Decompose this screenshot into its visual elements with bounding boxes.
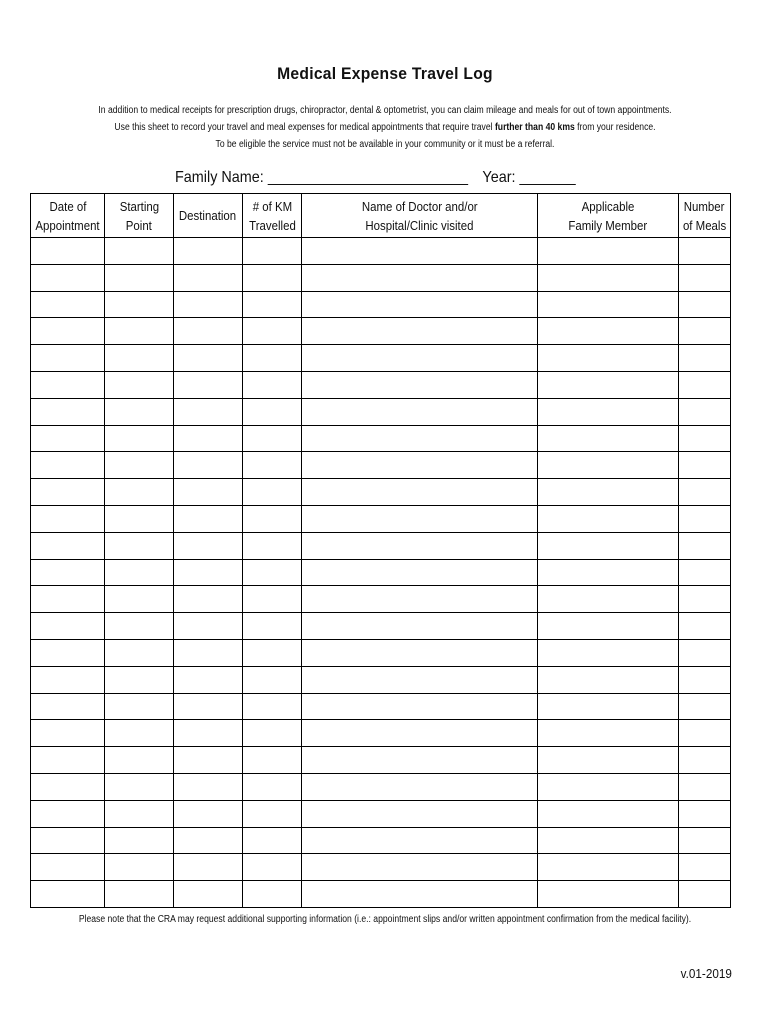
cell-destination[interactable] — [174, 238, 243, 265]
column-header-date-of-appointment — [31, 194, 105, 238]
cell-doctor-hospital-name[interactable] — [302, 479, 538, 506]
cell-family-member[interactable] — [538, 505, 679, 532]
cell-date-of-appointment[interactable] — [31, 371, 105, 398]
cell-km-travelled[interactable] — [243, 398, 302, 425]
travel-log-table — [30, 193, 731, 908]
table-row — [31, 639, 731, 666]
cell-destination[interactable] — [174, 425, 243, 452]
cell-number-of-meals[interactable] — [679, 318, 731, 345]
cell-destination[interactable] — [174, 318, 243, 345]
year-field: Year: _______ — [482, 169, 576, 186]
cell-family-member[interactable] — [538, 586, 679, 613]
cell-km-travelled[interactable] — [243, 532, 302, 559]
table-row — [31, 747, 731, 774]
table-row — [31, 720, 731, 747]
cell-destination[interactable] — [174, 371, 243, 398]
table-header-row — [31, 194, 731, 238]
cell-destination[interactable] — [174, 398, 243, 425]
cell-doctor-hospital-name[interactable] — [302, 425, 538, 452]
cell-number-of-meals[interactable] — [679, 881, 731, 908]
table-row — [31, 345, 731, 372]
cell-number-of-meals[interactable] — [679, 693, 731, 720]
cell-km-travelled[interactable] — [243, 586, 302, 613]
cell-starting-point[interactable] — [105, 425, 174, 452]
cell-doctor-hospital-name[interactable] — [302, 800, 538, 827]
cell-destination[interactable] — [174, 827, 243, 854]
cell-doctor-hospital-name[interactable] — [302, 371, 538, 398]
cell-date-of-appointment[interactable] — [31, 666, 105, 693]
cell-destination[interactable] — [174, 747, 243, 774]
cell-destination[interactable] — [174, 291, 243, 318]
cra-footnote: Please note that the CRA may request additional supporting information (i.e.: appointment slips and/or written appointment confirmation from the medical facility). — [78, 914, 692, 925]
cell-destination[interactable] — [174, 586, 243, 613]
cell-date-of-appointment[interactable] — [31, 318, 105, 345]
cell-km-travelled[interactable] — [243, 854, 302, 881]
cell-doctor-hospital-name[interactable] — [302, 291, 538, 318]
cell-km-travelled[interactable] — [243, 264, 302, 291]
cell-date-of-appointment[interactable] — [31, 264, 105, 291]
cell-doctor-hospital-name[interactable] — [302, 639, 538, 666]
cell-doctor-hospital-name[interactable] — [302, 827, 538, 854]
cell-date-of-appointment[interactable] — [31, 720, 105, 747]
cell-number-of-meals[interactable] — [679, 666, 731, 693]
column-header-line: Appointment — [35, 217, 100, 233]
table-row — [31, 264, 731, 291]
column-header-starting-point — [105, 194, 174, 238]
cell-km-travelled[interactable] — [243, 318, 302, 345]
table-row — [31, 881, 731, 908]
document-title: Medical Expense Travel Log — [277, 64, 493, 83]
cell-date-of-appointment[interactable] — [31, 747, 105, 774]
cell-family-member[interactable] — [538, 800, 679, 827]
cell-destination[interactable] — [174, 639, 243, 666]
cell-family-member[interactable] — [538, 773, 679, 800]
cell-number-of-meals[interactable] — [679, 264, 731, 291]
cell-family-member[interactable] — [538, 693, 679, 720]
cell-km-travelled[interactable] — [243, 666, 302, 693]
cell-km-travelled[interactable] — [243, 639, 302, 666]
cell-date-of-appointment[interactable] — [31, 398, 105, 425]
cell-family-member[interactable] — [538, 720, 679, 747]
cell-starting-point[interactable] — [105, 747, 174, 774]
table-row — [31, 827, 731, 854]
table-row — [31, 613, 731, 640]
cell-destination[interactable] — [174, 452, 243, 479]
cell-destination[interactable] — [174, 720, 243, 747]
cell-km-travelled[interactable] — [243, 238, 302, 265]
column-header-line: Number — [684, 198, 725, 214]
cell-destination[interactable] — [174, 881, 243, 908]
cell-destination[interactable] — [174, 666, 243, 693]
cell-family-member[interactable] — [538, 398, 679, 425]
cell-starting-point[interactable] — [105, 505, 174, 532]
cell-km-travelled[interactable] — [243, 720, 302, 747]
distance-requirement: further than 40 kms — [494, 122, 575, 133]
cell-destination[interactable] — [174, 345, 243, 372]
cell-family-member[interactable] — [538, 452, 679, 479]
cell-family-member[interactable] — [538, 666, 679, 693]
cell-date-of-appointment[interactable] — [31, 800, 105, 827]
table-row — [31, 586, 731, 613]
cell-date-of-appointment[interactable] — [31, 479, 105, 506]
cell-doctor-hospital-name[interactable] — [302, 264, 538, 291]
table-row — [31, 425, 731, 452]
column-header-line: Applicable — [581, 198, 635, 214]
table-row — [31, 505, 731, 532]
column-header-line: Family Member — [568, 217, 648, 233]
table-row — [31, 559, 731, 586]
cell-starting-point[interactable] — [105, 639, 174, 666]
cell-km-travelled[interactable] — [243, 452, 302, 479]
cell-doctor-hospital-name[interactable] — [302, 532, 538, 559]
cell-family-member[interactable] — [538, 854, 679, 881]
cell-destination[interactable] — [174, 693, 243, 720]
column-header-line: Destination — [179, 208, 237, 223]
cell-starting-point[interactable] — [105, 800, 174, 827]
table-row — [31, 452, 731, 479]
cell-date-of-appointment[interactable] — [31, 613, 105, 640]
cell-number-of-meals[interactable] — [679, 559, 731, 586]
cell-number-of-meals[interactable] — [679, 720, 731, 747]
cell-km-travelled[interactable] — [243, 345, 302, 372]
cell-date-of-appointment[interactable] — [31, 532, 105, 559]
cell-family-member[interactable] — [538, 479, 679, 506]
cell-km-travelled[interactable] — [243, 505, 302, 532]
cell-family-member[interactable] — [538, 747, 679, 774]
cell-number-of-meals[interactable] — [679, 586, 731, 613]
cell-number-of-meals[interactable] — [679, 613, 731, 640]
family-year-row — [175, 169, 576, 187]
cell-date-of-appointment[interactable] — [31, 425, 105, 452]
cell-starting-point[interactable] — [105, 666, 174, 693]
column-header-line: Name of Doctor and/or — [361, 198, 478, 214]
cell-km-travelled[interactable] — [243, 747, 302, 774]
cell-doctor-hospital-name[interactable] — [302, 881, 538, 908]
table-row — [31, 398, 731, 425]
cell-number-of-meals[interactable] — [679, 747, 731, 774]
cell-family-member[interactable] — [538, 425, 679, 452]
cell-doctor-hospital-name[interactable] — [302, 505, 538, 532]
column-header-line: Date of — [49, 198, 86, 214]
cell-starting-point[interactable] — [105, 345, 174, 372]
cell-doctor-hospital-name[interactable] — [302, 559, 538, 586]
cell-starting-point[interactable] — [105, 720, 174, 747]
column-header-number-of-meals — [679, 194, 731, 238]
cell-number-of-meals[interactable] — [679, 773, 731, 800]
cell-family-member[interactable] — [538, 827, 679, 854]
cell-number-of-meals[interactable] — [679, 532, 731, 559]
intro-line-2-end: from your residence. — [574, 122, 656, 133]
cell-destination[interactable] — [174, 559, 243, 586]
cell-date-of-appointment[interactable] — [31, 559, 105, 586]
cell-number-of-meals[interactable] — [679, 854, 731, 881]
cell-starting-point[interactable] — [105, 559, 174, 586]
cell-number-of-meals[interactable] — [679, 398, 731, 425]
cell-starting-point[interactable] — [105, 238, 174, 265]
column-header-line: Hospital/Clinic visited — [365, 217, 474, 233]
column-header-family-member — [538, 194, 679, 238]
cell-km-travelled[interactable] — [243, 693, 302, 720]
cell-doctor-hospital-name[interactable] — [302, 613, 538, 640]
cell-starting-point[interactable] — [105, 452, 174, 479]
cell-family-member[interactable] — [538, 264, 679, 291]
intro-line-1: In addition to medical receipts for prescription drugs, chiropractor, dental & optometrist, you can claim mileage and meals for out of town appointments. — [98, 105, 672, 116]
cell-starting-point[interactable] — [105, 532, 174, 559]
cell-destination[interactable] — [174, 264, 243, 291]
column-header-line: Point — [125, 217, 153, 233]
table-row — [31, 291, 731, 318]
cell-starting-point[interactable] — [105, 827, 174, 854]
cell-doctor-hospital-name[interactable] — [302, 693, 538, 720]
cell-destination[interactable] — [174, 800, 243, 827]
cell-number-of-meals[interactable] — [679, 291, 731, 318]
cell-number-of-meals[interactable] — [679, 505, 731, 532]
cell-family-member[interactable] — [538, 559, 679, 586]
table-row — [31, 666, 731, 693]
cell-date-of-appointment[interactable] — [31, 639, 105, 666]
table-row — [31, 773, 731, 800]
cell-starting-point[interactable] — [105, 773, 174, 800]
intro-line-3: To be eligible the service must not be available in your community or it must be a referral. — [215, 139, 555, 150]
cell-starting-point[interactable] — [105, 264, 174, 291]
cell-starting-point[interactable] — [105, 479, 174, 506]
cell-doctor-hospital-name[interactable] — [302, 238, 538, 265]
cell-km-travelled[interactable] — [243, 613, 302, 640]
cell-number-of-meals[interactable] — [679, 345, 731, 372]
cell-destination[interactable] — [174, 479, 243, 506]
cell-starting-point[interactable] — [105, 881, 174, 908]
cell-destination[interactable] — [174, 613, 243, 640]
column-header-line: Starting — [119, 198, 159, 214]
cell-destination[interactable] — [174, 505, 243, 532]
cell-number-of-meals[interactable] — [679, 639, 731, 666]
intro-text — [0, 102, 770, 153]
table-row — [31, 479, 731, 506]
cell-family-member[interactable] — [538, 345, 679, 372]
cell-date-of-appointment[interactable] — [31, 291, 105, 318]
cell-km-travelled[interactable] — [243, 800, 302, 827]
cell-doctor-hospital-name[interactable] — [302, 720, 538, 747]
table-row — [31, 854, 731, 881]
table-row — [31, 532, 731, 559]
cell-family-member[interactable] — [538, 532, 679, 559]
table-row — [31, 238, 731, 265]
cell-doctor-hospital-name[interactable] — [302, 452, 538, 479]
cell-family-member[interactable] — [538, 238, 679, 265]
intro-line-2 — [54, 119, 716, 136]
cell-doctor-hospital-name[interactable] — [302, 773, 538, 800]
table-body — [31, 238, 731, 908]
intro-line-2-start: Use this sheet to record your travel and meal expenses for medical appointments that require travel — [114, 122, 495, 133]
cell-date-of-appointment[interactable] — [31, 881, 105, 908]
family-name-field: Family Name: _________________________ — [175, 169, 469, 186]
cell-km-travelled[interactable] — [243, 881, 302, 908]
cell-number-of-meals[interactable] — [679, 238, 731, 265]
cell-family-member[interactable] — [538, 291, 679, 318]
column-header-doctor-hospital-name — [302, 194, 538, 238]
cell-doctor-hospital-name[interactable] — [302, 854, 538, 881]
table-row — [31, 318, 731, 345]
cell-number-of-meals[interactable] — [679, 827, 731, 854]
version-label: v.01-2019 — [680, 966, 732, 981]
column-header-line: Travelled — [248, 217, 296, 233]
cell-starting-point[interactable] — [105, 854, 174, 881]
cell-km-travelled[interactable] — [243, 827, 302, 854]
cell-destination[interactable] — [174, 854, 243, 881]
cell-date-of-appointment[interactable] — [31, 345, 105, 372]
cell-km-travelled[interactable] — [243, 773, 302, 800]
cell-date-of-appointment[interactable] — [31, 827, 105, 854]
cell-doctor-hospital-name[interactable] — [302, 666, 538, 693]
cell-date-of-appointment[interactable] — [31, 238, 105, 265]
column-header-km-travelled — [243, 194, 302, 238]
cell-km-travelled[interactable] — [243, 425, 302, 452]
cell-number-of-meals[interactable] — [679, 425, 731, 452]
cell-starting-point[interactable] — [105, 291, 174, 318]
cell-doctor-hospital-name[interactable] — [302, 747, 538, 774]
cell-date-of-appointment[interactable] — [31, 773, 105, 800]
cell-number-of-meals[interactable] — [679, 452, 731, 479]
table-row — [31, 371, 731, 398]
cell-number-of-meals[interactable] — [679, 371, 731, 398]
column-header-line: of Meals — [682, 217, 727, 233]
cell-starting-point[interactable] — [105, 613, 174, 640]
cell-number-of-meals[interactable] — [679, 800, 731, 827]
cell-family-member[interactable] — [538, 318, 679, 345]
cell-date-of-appointment[interactable] — [31, 586, 105, 613]
table-row — [31, 800, 731, 827]
cell-date-of-appointment[interactable] — [31, 505, 105, 532]
cell-family-member[interactable] — [538, 371, 679, 398]
cell-doctor-hospital-name[interactable] — [302, 345, 538, 372]
cell-destination[interactable] — [174, 773, 243, 800]
cell-number-of-meals[interactable] — [679, 479, 731, 506]
cell-km-travelled[interactable] — [243, 559, 302, 586]
cell-starting-point[interactable] — [105, 371, 174, 398]
cell-km-travelled[interactable] — [243, 371, 302, 398]
cell-destination[interactable] — [174, 532, 243, 559]
cell-starting-point[interactable] — [105, 398, 174, 425]
cell-family-member[interactable] — [538, 639, 679, 666]
cell-starting-point[interactable] — [105, 586, 174, 613]
cell-km-travelled[interactable] — [243, 479, 302, 506]
cell-date-of-appointment[interactable] — [31, 452, 105, 479]
column-header-destination — [174, 194, 243, 238]
cell-doctor-hospital-name[interactable] — [302, 318, 538, 345]
cell-starting-point[interactable] — [105, 318, 174, 345]
table-row — [31, 693, 731, 720]
column-header-line: # of KM — [252, 198, 292, 214]
cell-doctor-hospital-name[interactable] — [302, 398, 538, 425]
cell-family-member[interactable] — [538, 613, 679, 640]
cell-doctor-hospital-name[interactable] — [302, 586, 538, 613]
cell-starting-point[interactable] — [105, 693, 174, 720]
cell-km-travelled[interactable] — [243, 291, 302, 318]
cell-date-of-appointment[interactable] — [31, 693, 105, 720]
cell-family-member[interactable] — [538, 881, 679, 908]
cell-date-of-appointment[interactable] — [31, 854, 105, 881]
